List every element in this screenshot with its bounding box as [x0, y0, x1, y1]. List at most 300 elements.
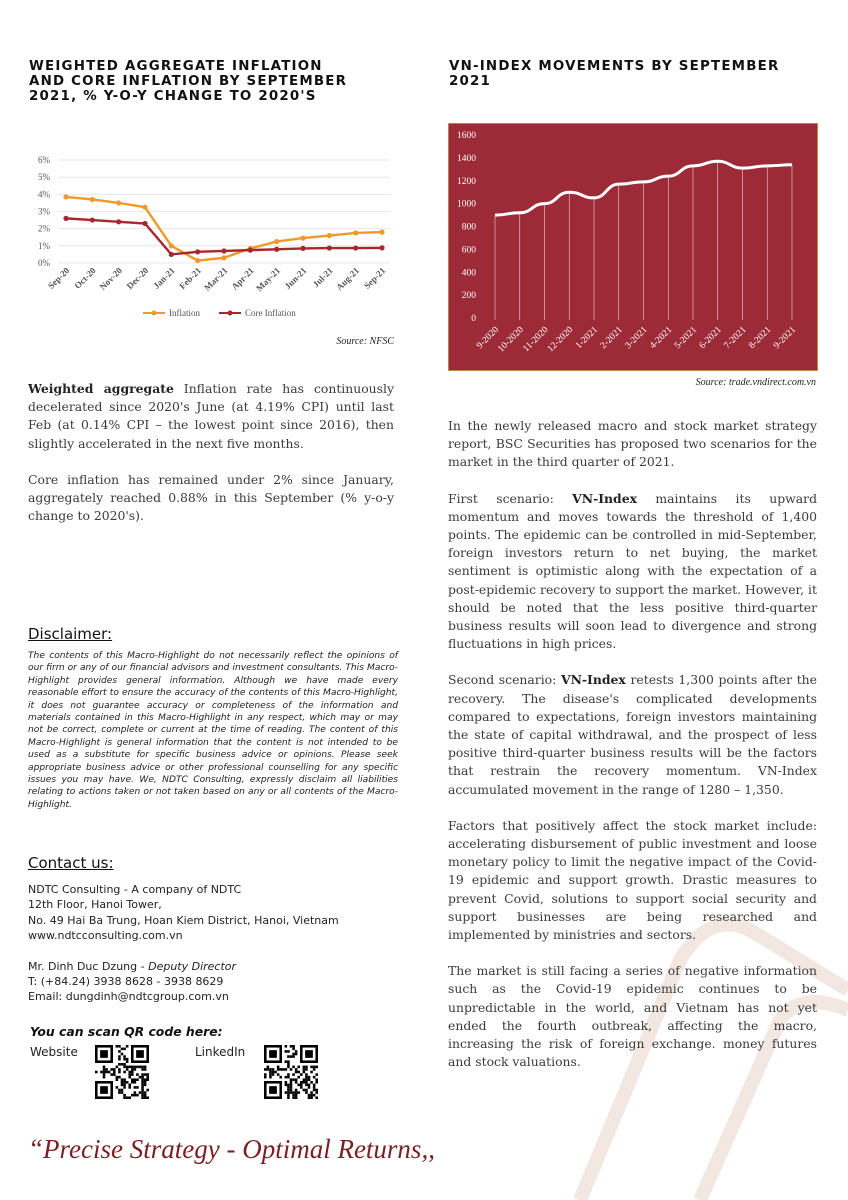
qr-module [292, 1048, 295, 1051]
vnindex-chart-source: Source: trade.vndirect.com.vn [695, 377, 816, 388]
qr-module [313, 1094, 316, 1097]
paragraph: Core inflation has remained under 2% since January, aggregately reached 0.88% in this September (% y-o-y change to 2020's). [28, 471, 394, 524]
qr-module [267, 1066, 270, 1069]
vnindex-chart-heading [449, 59, 809, 89]
qr-module [292, 1091, 295, 1094]
qr-module [303, 1071, 306, 1074]
qr-module [295, 1071, 298, 1074]
qr-module [136, 1066, 139, 1069]
qr-finder [100, 1086, 108, 1094]
x-tick-label: Dec-20 [124, 265, 151, 292]
qr-module [141, 1068, 144, 1071]
data-point [379, 245, 384, 250]
data-point [195, 258, 200, 263]
qr-module [141, 1078, 144, 1081]
qr-module [139, 1076, 142, 1079]
qr-module [144, 1068, 147, 1071]
y-tick-label: 0 [471, 314, 476, 324]
qr-module [300, 1073, 303, 1076]
qr-module [308, 1094, 311, 1097]
qr-module [272, 1073, 275, 1076]
x-tick-label: 2-2021 [598, 325, 625, 352]
qr-module [310, 1071, 313, 1074]
company-name: NDTC Consulting - A company of NDTC [28, 883, 242, 896]
x-tick-label: 11-2020 [521, 325, 551, 355]
phone-number: T: (+84.24) 3938 8628 - 3938 8629 [28, 975, 224, 989]
heading-line: VN-INDEX MOVEMENTS BY SEPTEMBER [449, 59, 780, 74]
qr-module [285, 1081, 288, 1084]
qr-module [295, 1078, 298, 1081]
qr-module [297, 1084, 300, 1087]
data-point [116, 200, 121, 205]
qr-module [128, 1084, 131, 1087]
x-tick-label: 1-2021 [574, 325, 601, 352]
x-tick-label: 9-2020 [475, 325, 502, 352]
data-point [142, 205, 147, 210]
qr-module [123, 1055, 126, 1058]
qr-module [315, 1066, 318, 1069]
qr-module [121, 1048, 124, 1051]
qr-finder [269, 1050, 277, 1058]
qr-module [292, 1055, 295, 1058]
qr-module [136, 1073, 139, 1076]
qr-module [146, 1096, 149, 1099]
disclaimer-text: The contents of this Macro-Highlight do not necessarily reflect the opinions of our firm or any of our financial advisors and investment consultants. This Macro-Highlight provides general information. Although we have made every reasonable effort to ensure the accuracy of the contents of this Macro-Highlight, it does not guarantee accuracy or completeness of the information and materials contained in this Macro-Highlight in any respect, which may or may not be correct, complete or current at the time of reading. The content of this Macro-Highlight is general information that the content is not intended to be used as a substitute for specific business advice or opinions. Please seek appropriate business advice or other professional counselling for any specific issues you may have. We, NDTC Consulting, expressly disclaim all liabilities relating to actions taken or not taken based on any or all contents of the Macro-Highlight. [28, 651, 398, 810]
qr-module [118, 1063, 121, 1066]
paragraph-text: Second scenario: [448, 672, 561, 688]
data-point [221, 255, 226, 260]
qr-module [123, 1094, 126, 1097]
qr-module [297, 1076, 300, 1079]
heading-line: AND CORE INFLATION BY SEPTEMBER [29, 74, 348, 89]
qr-module [144, 1081, 147, 1084]
qr-module [285, 1050, 288, 1053]
y-tick-label: 200 [461, 291, 476, 302]
qr-module [305, 1068, 308, 1071]
qr-module [287, 1063, 290, 1066]
qr-module [126, 1060, 129, 1063]
qr-module [297, 1066, 300, 1069]
x-tick-label: 9-2021 [772, 325, 799, 352]
paragraph [448, 671, 817, 798]
qr-module [134, 1091, 137, 1094]
qr-module [113, 1071, 116, 1074]
qr-module [95, 1071, 98, 1074]
qr-module [126, 1096, 129, 1099]
qr-module [292, 1053, 295, 1056]
qr-module [144, 1078, 147, 1081]
qr-module [141, 1096, 144, 1099]
qr-module [272, 1071, 275, 1074]
x-tick-label: Jan-21 [151, 265, 177, 291]
qr-module [287, 1086, 290, 1089]
qr-module [144, 1073, 147, 1076]
qr-module [103, 1073, 106, 1076]
qr-module [290, 1081, 293, 1084]
qr-module [305, 1091, 308, 1094]
qr-module [113, 1073, 116, 1076]
qr-module [103, 1066, 106, 1069]
heading-line: 2021, % Y-O-Y CHANGE TO 2020'S [29, 89, 317, 104]
qr-module [141, 1073, 144, 1076]
x-tick-label: Sep-21 [361, 265, 388, 291]
person-title: Deputy Director [148, 959, 237, 973]
qr-module [128, 1066, 131, 1069]
qr-module [313, 1076, 316, 1079]
qr-module [105, 1068, 108, 1071]
x-tick-label: Mar-21 [202, 265, 230, 293]
qr-module [310, 1066, 313, 1069]
qr-module [146, 1073, 149, 1076]
heading-line: 2021 [449, 74, 492, 89]
x-tick-label: 7-2021 [722, 325, 749, 352]
qr-module [313, 1068, 316, 1071]
qr-module [277, 1066, 280, 1069]
data-point [116, 219, 121, 224]
qr-module [295, 1091, 298, 1094]
qr-module [297, 1091, 300, 1094]
y-tick-label: 1600 [457, 131, 476, 141]
vnindex-line-chart [448, 123, 818, 371]
paragraph-text: Inflation rate has continuously decelerated since 2020's June (at 4.19% CPI) until last Feb (at 0.14% CPI – the lowest point since 2016), then slightly accelerated in the next five months. [28, 381, 394, 451]
qr-finder [136, 1050, 144, 1058]
x-tick-label: 12-2020 [545, 325, 576, 355]
qr-module [118, 1050, 121, 1053]
qr-module [144, 1084, 147, 1087]
qr-module [303, 1081, 306, 1084]
qr-module [290, 1055, 293, 1058]
qr-module [292, 1066, 295, 1069]
qr-module [287, 1091, 290, 1094]
qr-module [290, 1091, 293, 1094]
qr-module [305, 1081, 308, 1084]
linkedin-qr-code[interactable] [264, 1045, 318, 1099]
x-tick-label: Aug-21 [334, 265, 362, 293]
bold-term: Weighted aggregate [28, 381, 174, 396]
data-point [274, 239, 279, 244]
paragraph-text: First scenario: [448, 490, 573, 506]
qr-module [297, 1071, 300, 1074]
x-tick-label: 5-2021 [673, 325, 700, 352]
data-point [353, 230, 358, 235]
qr-website-label: Website [30, 1045, 78, 1059]
qr-module [144, 1066, 147, 1069]
qr-module [126, 1068, 129, 1071]
qr-module [290, 1078, 293, 1081]
data-point [169, 252, 174, 257]
qr-module [126, 1066, 129, 1069]
qr-module [126, 1045, 129, 1048]
qr-module [303, 1089, 306, 1092]
x-tick-label: 10-2020 [496, 325, 526, 355]
qr-module [274, 1071, 277, 1074]
qr-module [118, 1055, 121, 1058]
y-tick-label: 3% [38, 206, 50, 217]
qr-module [305, 1084, 308, 1087]
qr-module [305, 1073, 308, 1076]
legend-marker [152, 311, 157, 316]
qr-module [110, 1073, 113, 1076]
y-tick-label: 1200 [457, 176, 476, 187]
heading-line: WEIGHTED AGGREGATE INFLATION [29, 59, 323, 74]
qr-module [269, 1073, 272, 1076]
qr-module [121, 1089, 124, 1092]
qr-module [285, 1060, 288, 1063]
x-tick-label: Jul-21 [310, 265, 335, 290]
qr-module [128, 1071, 131, 1074]
qr-module [295, 1050, 298, 1053]
disclaimer-title: Disclaimer: [28, 625, 113, 643]
qr-module [128, 1073, 131, 1076]
qr-module [123, 1086, 126, 1089]
qr-module [313, 1089, 316, 1092]
qr-module [144, 1094, 147, 1097]
qr-module [269, 1076, 272, 1079]
qr-module [141, 1086, 144, 1089]
qr-module [292, 1045, 295, 1048]
qr-module [279, 1076, 282, 1079]
qr-module [105, 1071, 108, 1074]
qr-module [113, 1068, 116, 1071]
qr-module [134, 1068, 137, 1071]
qr-module [277, 1068, 280, 1071]
qr-module [300, 1081, 303, 1084]
qr-module [123, 1096, 126, 1099]
y-tick-label: 1400 [457, 153, 476, 164]
qr-module [290, 1089, 293, 1092]
qr-module [290, 1068, 293, 1071]
qr-module [290, 1086, 293, 1089]
qr-module [287, 1096, 290, 1099]
x-tick-label: Nov-20 [97, 265, 125, 292]
data-point [90, 197, 95, 202]
qr-module [292, 1078, 295, 1081]
qr-module [121, 1084, 124, 1087]
qr-module [131, 1078, 134, 1081]
qr-module [305, 1089, 308, 1092]
paragraph-text: maintains its upward momentum and moves towards the threshold of 1,400 points. The epidemic can be controlled in mid-September, foreign investors return to net buying, the market sentiment is optimistic along with the expectation of a post-epidemic recovery to support the market. However, it should be noted that the less positive third-quarter business results will soon lead to divergence and strong fluctuations in high prices. [448, 490, 818, 652]
qr-finder [305, 1050, 313, 1058]
bold-term: VN-Index [572, 490, 637, 506]
data-point [195, 249, 200, 254]
qr-module [141, 1076, 144, 1079]
x-tick-label: 6-2021 [697, 325, 724, 352]
qr-module [264, 1076, 267, 1079]
data-point [221, 248, 226, 253]
qr-module [131, 1094, 134, 1097]
qr-module [287, 1076, 290, 1079]
qr-module [144, 1091, 147, 1094]
qr-module [128, 1086, 131, 1089]
qr-module [136, 1078, 139, 1081]
qr-module [287, 1094, 290, 1097]
qr-module [305, 1066, 308, 1069]
qr-module [121, 1063, 124, 1066]
qr-module [300, 1084, 303, 1087]
qr-module [116, 1076, 119, 1079]
qr-module [290, 1045, 293, 1048]
qr-module [108, 1071, 111, 1074]
legend-label: Inflation [169, 308, 200, 318]
qr-module [287, 1060, 290, 1063]
qr-module [123, 1048, 126, 1051]
y-tick-label: 400 [461, 268, 476, 279]
qr-prompt: You can scan QR code here: [30, 1024, 223, 1039]
address-line: No. 49 Hai Ba Trung, Hoan Kiem District, Hanoi, Vietnam [28, 913, 339, 927]
qr-module [295, 1053, 298, 1056]
qr-module [141, 1084, 144, 1087]
qr-module [308, 1096, 311, 1099]
paragraph: Factors that positively affect the stock market include: accelerating disbursement of public investment and loose monetary policy to limit the negative impact of the Covid-19 epidemic and support growth. Drastic measures to prevent Covid, solutions to support social security and support businesses are being researched and implemented by ministries and sectors. [448, 817, 817, 943]
qr-module [116, 1045, 119, 1048]
data-point [248, 248, 253, 253]
qr-module [131, 1081, 134, 1084]
data-point [142, 221, 147, 226]
qr-module [300, 1086, 303, 1089]
qr-module [146, 1076, 149, 1079]
qr-module [308, 1086, 311, 1089]
y-tick-label: 6% [38, 155, 50, 165]
website-link[interactable]: www.ndtcconsulting.com.vn [28, 929, 183, 943]
qr-module [295, 1096, 298, 1099]
qr-module [134, 1066, 137, 1069]
data-point [327, 233, 332, 238]
qr-module [121, 1053, 124, 1056]
qr-module [313, 1086, 316, 1089]
y-tick-label: 4% [38, 189, 50, 200]
qr-module [100, 1071, 103, 1074]
inflation-chart-heading [29, 59, 359, 104]
y-tick-label: 800 [461, 222, 476, 233]
legend-marker [228, 311, 233, 316]
qr-module [118, 1045, 121, 1048]
slogan: “Precise Strategy - Optimal Returns,, [28, 1134, 435, 1164]
qr-module [308, 1076, 311, 1079]
website-qr-code[interactable] [95, 1045, 149, 1099]
paragraph [448, 490, 817, 654]
qr-module [310, 1096, 313, 1099]
paragraph: In the newly released macro and stock market strategy report, BSC Securities has proposed two scenarios for the market in the third quarter of 2021. [448, 418, 817, 470]
qr-module [141, 1091, 144, 1094]
qr-module [285, 1091, 288, 1094]
x-tick-label: 3-2021 [623, 325, 650, 352]
qr-module [272, 1068, 275, 1071]
qr-module [285, 1076, 288, 1079]
qr-module [123, 1063, 126, 1066]
data-point [327, 245, 332, 250]
legend-label: Core Inflation [245, 308, 296, 318]
contact-person [28, 959, 398, 974]
data-point [353, 245, 358, 250]
qr-module [134, 1081, 137, 1084]
address-line: 12th Floor, Hanoi Tower, [28, 898, 162, 912]
qr-module [313, 1066, 316, 1069]
qr-module [121, 1091, 124, 1094]
qr-module [315, 1081, 318, 1084]
y-tick-label: 0% [38, 258, 50, 268]
qr-module [118, 1058, 121, 1061]
qr-module [131, 1071, 134, 1074]
email-address[interactable]: Email: dungdinh@ndtcgroup.com.vn [28, 990, 229, 1004]
qr-module [141, 1094, 144, 1097]
qr-module [287, 1066, 290, 1069]
x-tick-label: Sep-20 [45, 265, 72, 291]
qr-module [285, 1084, 288, 1087]
qr-module [134, 1078, 137, 1081]
qr-module [287, 1089, 290, 1092]
data-point [300, 246, 305, 251]
x-tick-label: 8-2021 [747, 325, 774, 352]
inflation-body-text [28, 380, 394, 543]
qr-module [310, 1094, 313, 1097]
qr-module [287, 1073, 290, 1076]
qr-module [118, 1068, 121, 1071]
qr-module [118, 1091, 121, 1094]
qr-module [310, 1091, 313, 1094]
qr-module [292, 1096, 295, 1099]
qr-module [116, 1066, 119, 1069]
qr-module [123, 1078, 126, 1081]
qr-module [279, 1068, 282, 1071]
qr-module [313, 1084, 316, 1087]
paragraph: The market is still facing a series of negative information such as the Covid-19 epidemic continues to be unpredictable in the world, and Vietnam has not yet ended the fourth outbreak, affecting the macro, increasing the risk of foreign exchange. money futures and stock valuations. [448, 963, 817, 1070]
qr-module [282, 1068, 285, 1071]
qr-module [303, 1068, 306, 1071]
qr-module [287, 1084, 290, 1087]
qr-module [103, 1076, 106, 1079]
data-point [63, 194, 68, 199]
data-point [63, 216, 68, 221]
qr-module [269, 1068, 272, 1071]
qr-module [295, 1094, 298, 1097]
qr-module [123, 1081, 126, 1084]
qr-module [285, 1068, 288, 1071]
qr-finder [100, 1050, 108, 1058]
qr-module [144, 1096, 147, 1099]
y-tick-label: 1000 [457, 199, 476, 210]
qr-module [287, 1055, 290, 1058]
y-tick-label: 5% [38, 172, 50, 183]
qr-module [292, 1094, 295, 1097]
x-tick-label: Oct-20 [72, 265, 98, 291]
qr-module [141, 1089, 144, 1092]
qr-module [136, 1086, 139, 1089]
qr-module [136, 1094, 139, 1097]
qr-module [126, 1081, 129, 1084]
qr-module [287, 1050, 290, 1053]
qr-module [305, 1076, 308, 1079]
qr-module [315, 1091, 318, 1094]
qr-module [315, 1096, 318, 1099]
qr-module [103, 1068, 106, 1071]
qr-module [123, 1084, 126, 1087]
x-tick-label: 4-2021 [648, 325, 675, 352]
qr-module [134, 1086, 137, 1089]
qr-module [146, 1089, 149, 1092]
qr-module [308, 1078, 311, 1081]
qr-module [292, 1073, 295, 1076]
inflation-chart-source: Source: NFSC [336, 336, 394, 347]
paragraph [28, 380, 394, 453]
qr-module [131, 1066, 134, 1069]
qr-module [103, 1071, 106, 1074]
qr-module [303, 1078, 306, 1081]
contact-block [28, 882, 398, 1005]
person-name: Mr. Dinh Duc Dzung - [28, 959, 149, 973]
market-body-text [448, 417, 817, 1090]
qr-module [295, 1089, 298, 1092]
qr-linkedin-label: LinkedIn [195, 1045, 246, 1059]
